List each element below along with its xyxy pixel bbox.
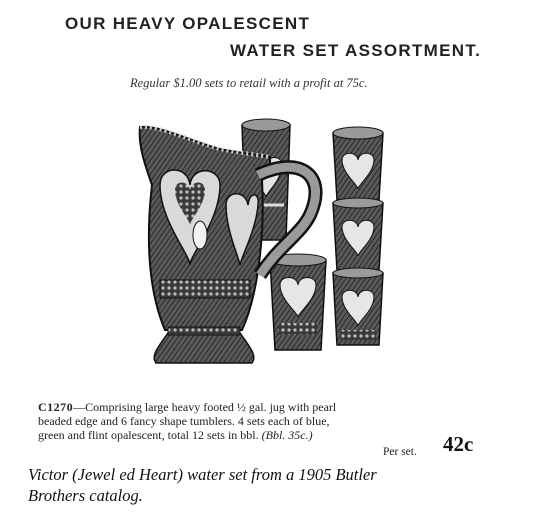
tumbler-right-top	[333, 127, 383, 200]
price: 42c	[443, 432, 474, 456]
ad-subtitle: Regular $1.00 sets to retail with a profit at 75c.	[130, 76, 368, 90]
caption-line-2: Brothers catalog.	[28, 486, 143, 505]
tumbler-right-middle	[333, 198, 383, 270]
description-line-3: green and flint opalescent, total 12 sets in bbl. (Bbl. 35c.)	[38, 428, 313, 442]
ad-title-line2: WATER SET ASSORTMENT.	[230, 41, 482, 60]
per-set-label: Per set.	[383, 446, 417, 458]
ad-title-line1: OUR HEAVY OPALESCENT	[65, 14, 311, 33]
barrel-price-note: (Bbl. 35c.)	[261, 428, 313, 442]
product-code: C1270	[38, 400, 74, 414]
caption-line-1: Victor (Jewel ed Heart) water set from a 1905 Butler	[28, 465, 377, 484]
tumbler-front	[270, 254, 326, 350]
figure-caption	[28, 464, 533, 506]
description-line-2: beaded edge and 6 fancy shape tumblers. 4 sets each of blue,	[38, 414, 330, 428]
description-line-1: C1270—Comprising large heavy footed ½ gal. jug with pearl	[38, 400, 337, 414]
tumbler-right-bottom	[333, 268, 383, 345]
water-set-illustration	[130, 105, 440, 380]
